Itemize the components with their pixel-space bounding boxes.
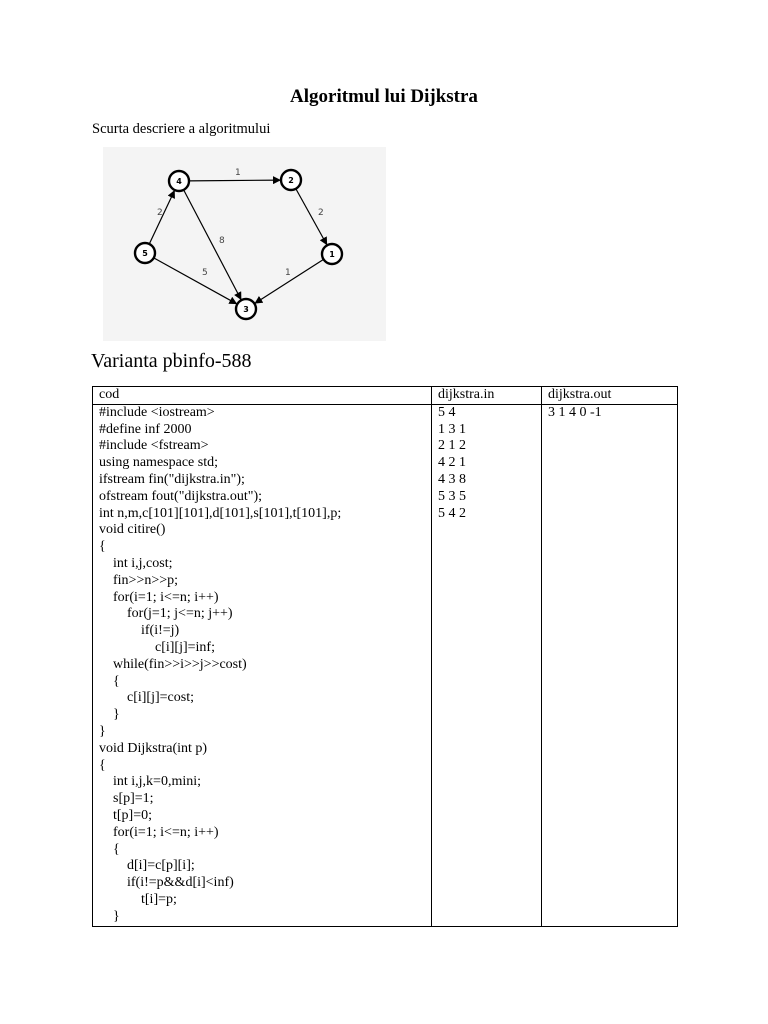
code_lines-line: { (99, 539, 106, 555)
input_lines-line: 5 4 (438, 404, 456, 420)
code-table (92, 386, 678, 927)
graph-svg (103, 147, 386, 341)
graph-node-label: 1 (329, 250, 335, 259)
header-cod: cod (93, 387, 432, 405)
section-title: Varianta pbinfo-588 (91, 350, 252, 372)
code_lines-line: while(fin>>i>>j>>cost) (99, 656, 247, 672)
code_lines-line: void Dijkstra(int p) (99, 740, 208, 756)
code_lines-line: if(i!=j) (99, 623, 180, 639)
edge-weight-label: 8 (219, 236, 225, 246)
header-dijkstra-out: dijkstra.out (542, 387, 678, 405)
code_lines-line: #define inf 2000 (99, 421, 192, 437)
subtitle: Scurta descriere a algoritmului (92, 121, 271, 137)
edge-weight-label: 2 (318, 208, 324, 218)
edge-weight-label: 2 (157, 208, 163, 218)
graph-node-label: 5 (142, 249, 148, 258)
code_lines-line: for(i=1; i<=n; i++) (99, 824, 219, 840)
table-header-row (93, 387, 678, 405)
output_lines-line: 3 1 4 0 -1 (548, 404, 602, 420)
header-dijkstra-in: dijkstra.in (432, 387, 542, 405)
graph-figure (103, 147, 386, 341)
input_lines-line: 4 2 1 (438, 455, 466, 471)
input_lines-line: 5 3 5 (438, 488, 466, 504)
code_lines-line: t[i]=p; (99, 891, 177, 907)
code_lines-line: c[i][j]=cost; (99, 690, 194, 706)
code_lines-line: ifstream fin("dijkstra.in"); (99, 471, 245, 487)
edge-weight-label: 5 (202, 268, 208, 278)
code_lines-line: int i,j,k=0,mini; (99, 774, 202, 790)
input_lines-line: 2 1 2 (438, 438, 466, 454)
input_lines-line: 4 3 8 (438, 471, 466, 487)
code_lines-line: } (99, 908, 120, 924)
edge-4-2 (189, 180, 280, 181)
code_lines-line: fin>>n>>p; (99, 572, 179, 588)
code_lines-line: d[i]=c[p][i]; (99, 858, 195, 874)
input_lines-line: 5 4 2 (438, 505, 466, 521)
edge-weight-label: 1 (235, 168, 241, 178)
code_lines-line: if(i!=p&&d[i]<inf) (99, 875, 234, 891)
code_lines-line: using namespace std; (99, 455, 218, 471)
code_lines-line: c[i][j]=inf; (99, 639, 215, 655)
code_lines-line: { (99, 673, 120, 689)
code_lines-line: for(i=1; i<=n; i++) (99, 589, 219, 605)
edge-5-3 (154, 258, 237, 304)
code_lines-line: s[p]=1; (99, 791, 154, 807)
code_lines-line: ofstream fout("dijkstra.out"); (99, 488, 263, 504)
edge-4-3 (184, 190, 241, 299)
code_lines-line: #include <fstream> (99, 438, 209, 454)
code_lines-line: #include <iostream> (99, 404, 215, 420)
code_lines-line: int n,m,c[101][101],d[101],s[101],t[101],p; (99, 505, 342, 521)
code_lines-line: } (99, 723, 106, 739)
code_lines-line: t[p]=0; (99, 807, 152, 823)
graph-node-label: 4 (176, 177, 182, 186)
input_lines-line: 1 3 1 (438, 421, 466, 437)
edge-weight-label: 1 (285, 268, 291, 278)
code_lines-line: void citire() (99, 522, 166, 538)
output-cell (542, 404, 678, 926)
edge-1-3 (255, 259, 323, 303)
code_lines-line: int i,j,cost; (99, 555, 173, 571)
page-title: Algoritmul lui Dijkstra (290, 86, 478, 107)
code_lines-line: } (99, 707, 120, 723)
code-cell (93, 404, 432, 926)
table-body-row (93, 404, 678, 926)
input-cell (432, 404, 542, 926)
code_lines-line: { (99, 841, 120, 857)
code_lines-line: { (99, 757, 106, 773)
graph-node-label: 2 (288, 176, 294, 185)
code_lines-line: for(j=1; j<=n; j++) (99, 606, 233, 622)
graph-node-label: 3 (243, 305, 249, 314)
